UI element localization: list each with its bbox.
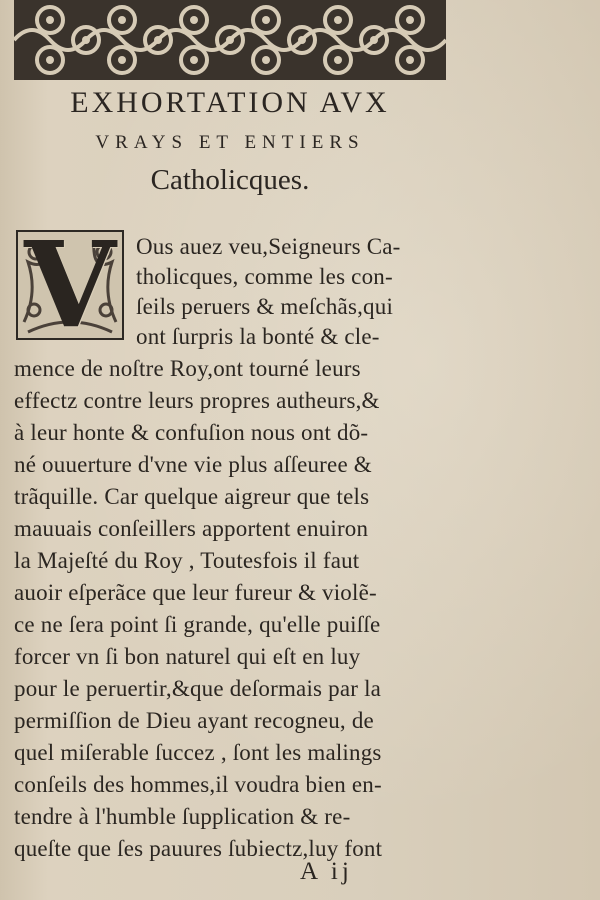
drop-cap-letter: V	[24, 215, 116, 354]
signature-mark: A ij	[300, 858, 353, 885]
text-line: tholicques, comme les con-	[136, 264, 393, 289]
text-line: ce ne ſera point ſi grande, qu'elle puiſſe	[14, 612, 381, 637]
text-line: ſeils peruers & meſchãs,qui	[136, 294, 394, 319]
text-line: mauuais conſeillers apportent enuiron	[14, 516, 369, 541]
text-line: mence de noſtre Roy,ont tourné leurs	[14, 356, 361, 381]
text-line: ont ſurpris la bonté & cle-	[136, 324, 380, 349]
text-line: né ouuerture d'vne vie plus aſſeuree &	[14, 452, 372, 477]
text-line: quel miſerable ſuccez , ſont les malings	[14, 740, 382, 765]
ornamental-drop-cap	[16, 215, 124, 354]
text-line: queſte que ſes pauures ſubiectz,luy font	[14, 836, 383, 861]
text-line: pour le peruertir,&que deſormais par la	[14, 676, 382, 701]
title-line-2: VRAYS ET ENTIERS	[95, 132, 365, 153]
text-line: conſeils des hommes,il voudra bien en-	[14, 772, 382, 797]
text-line: trãquille. Car quelque aigreur que tels	[14, 484, 370, 509]
text-line: à leur honte & confuſion nous ont dõ-	[14, 420, 369, 445]
title-line-1: EXHORTATION AVX	[70, 86, 390, 119]
text-line: Ous auez veu,Seigneurs Ca-	[136, 234, 401, 259]
decorative-headpiece	[14, 0, 446, 80]
text-line: forcer vn ſi bon naturel qui eſt en luy	[14, 644, 361, 669]
text-line: auoir eſperãce que leur fureur & violẽ-	[14, 580, 377, 605]
text-line: la Majeſté du Roy , Toutesfois il faut	[14, 548, 360, 573]
text-line: tendre à l'humble ſupplication & re-	[14, 804, 351, 829]
text-line: effectz contre leurs propres autheurs,&	[14, 388, 380, 413]
text-line: permiſſion de Dieu ayant recogneu, de	[14, 708, 374, 733]
title-line-3: Catholicques.	[150, 164, 310, 196]
